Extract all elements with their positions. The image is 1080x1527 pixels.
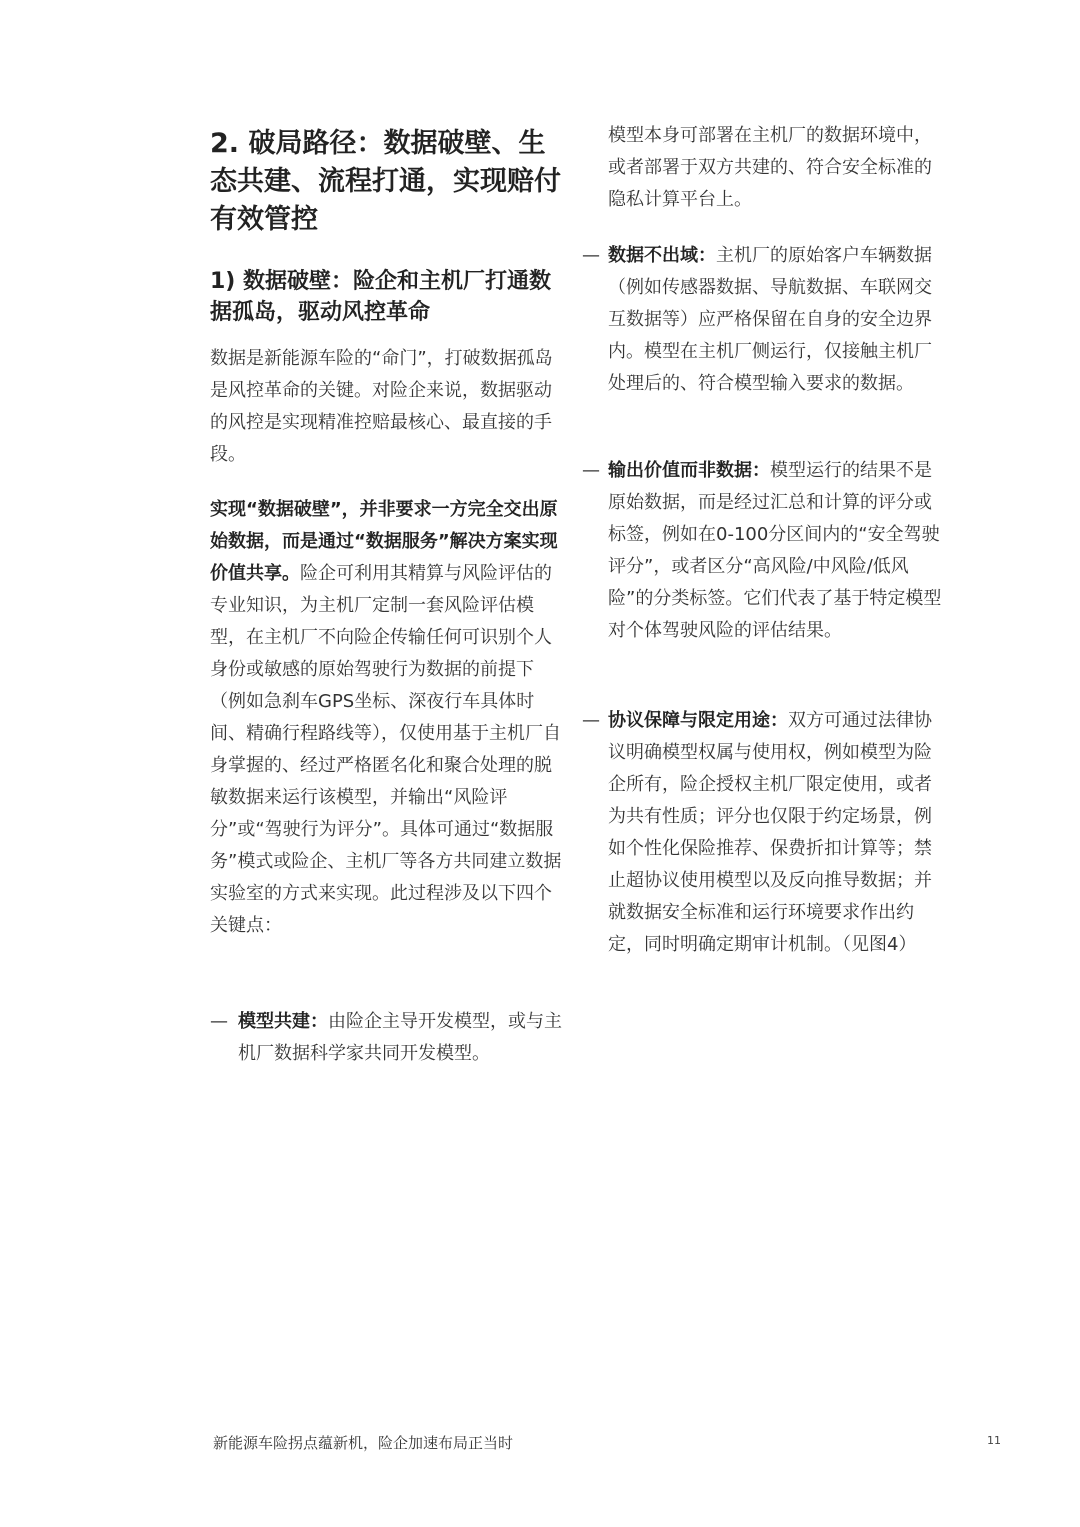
key-point-text: 双方可通过法律协议明确模型权属与使用权，例如模型为险企所有，险企授权主机厂限定使用，或者为共有性质；评分也仅限于约定场景，例如个性化保险推荐、保费折扣计算等；禁止超协议使用模型以及反向推导数据；并就数据安全标准和运行环境要求作出约定，同时明确定期审计机制。（见图4） [608,710,932,955]
intro-paragraph: 数据是新能源车险的“命门”，打破数据孤岛是风控革命的关键。对险企来说，数据驱动的风控是实现精准控赔最核心、最直接的手段。 [210,348,553,465]
key-statement: 实现“数据破壁”，并非要求一方完全交出原始数据，而是通过“数据服务”解决方案实现价值共享。 [210,499,558,584]
key-point-text: 由险企主导开发模型，或与主机厂数据科学家共同开发模型。 [238,1011,562,1064]
key-point-text: 主机厂的原始客户车辆数据（例如传感器数据、导航数据、车联网交互数据等）应严格保留在自身的安全边界内。模型在主机厂侧运行，仅接触主机厂处理后的、符合模型输入要求的数据。 [608,245,932,394]
key-point-data-stays [582,240,942,400]
subsection-heading: 1) 数据破壁：险企和主机厂打通数据孤岛，驱动风控革命 [210,269,552,325]
page-number: 11 [987,1434,1001,1447]
bullet-dash: — [582,245,600,266]
key-point-model-cobuild [210,1006,570,1070]
key-point-text: 模型运行的结果不是原始数据，而是经过汇总和计算的评分或标签，例如在0-100分区间内的“安全驾驶评分”，或者区分“高风险/中风险/低风险”的分类标签。它们代表了基于特定模型对个体驾驶风险的评估结果。 [608,460,942,641]
key-point-title: 模型共建： [238,1011,328,1032]
body-paragraph-text: 险企可利用其精算与风险评估的专业知识，为主机厂定制一套风险评估模型，在主机厂不向险企传输任何可识别个人身份或敏感的原始驾驶行为数据的前提下（例如急刹车GPS坐标、深夜行车具体时间、精确行程路线等），仅使用基于主机厂自身掌握的、经过严格匿名化和聚合处理的脱敏数据来运行该模型，并输出“风险评分”或“驾驶行为评分”。具体可通过“数据服务”模式或险企、主机厂等各方共同建立数据实验室的方式来实现。此过程涉及以下四个关键点： [210,563,562,936]
key-point-output-value [582,455,942,647]
key-point-agreement [582,705,942,961]
key-point-continuation: 模型本身可部署在主机厂的数据环境中，或者部署于双方共建的、符合安全标准的隐私计算平台上。 [608,125,932,210]
key-point-title: 数据不出域： [608,245,716,266]
bullet-dash: — [210,1011,228,1032]
section-heading: 2. 破局路径：数据破壁、生态共建、流程打通，实现赔付有效管控 [210,128,561,235]
key-point-title: 协议保障与限定用途： [608,710,788,731]
bullet-dash: — [582,710,600,731]
key-point-title: 输出价值而非数据： [608,460,770,481]
footer-title: 新能源车险拐点蕴新机，险企加速布局正当时 [213,1434,514,1452]
body-paragraph [210,494,565,942]
bullet-dash: — [582,460,600,481]
